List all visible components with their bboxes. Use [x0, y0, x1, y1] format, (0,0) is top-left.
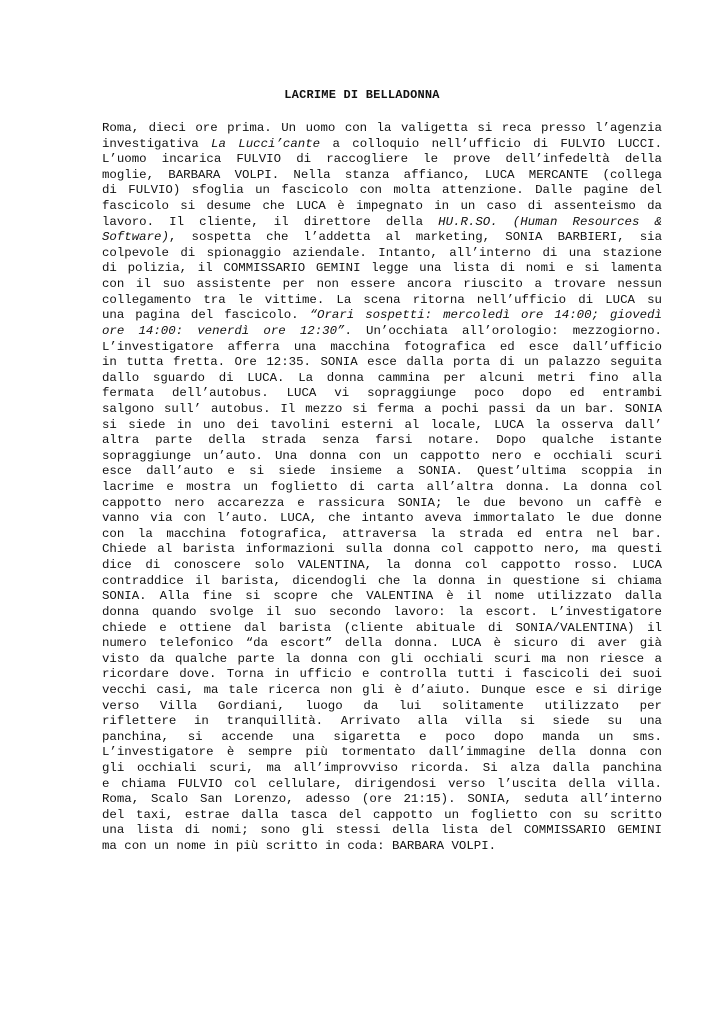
text-run: ricordare dove. Torna in ufficio e controlla tutti i fascicoli dei suoi [102, 667, 662, 682]
italic-text: La Lucci’cante [211, 136, 321, 151]
text-run: investigativa [102, 136, 212, 151]
text-run: una pagina del fascicolo. [102, 308, 310, 323]
text-line [102, 745, 662, 761]
text-run: fermata dell’autobus. LUCA vi sopraggiunge poco dopo ed entrambi [102, 386, 662, 401]
text-run: L’investigatore è sempre più tormentato dall’immagine della donna con [102, 745, 662, 760]
document-body [102, 121, 662, 855]
text-line [102, 792, 662, 808]
text-run: e chiama FULVIO col cellulare, dirigendosi verso l’uscita della villa. [102, 776, 662, 791]
text-run: riflettere in tranquillità. Arrivato alla villa si siede su una [102, 714, 662, 729]
italic-text: ore 14:00: venerdì ore 12:30” [102, 323, 345, 338]
text-run: cappotto nero accarezza e rassicura SONIA; le due bevono un caffè e [102, 495, 662, 510]
italic-text: “Orari sospetti: mercoledì ore 14:00; giovedì [309, 308, 662, 323]
text-run: Roma, dieci ore prima. Un uomo con la valigetta si reca presso l’agenzia [102, 121, 662, 135]
text-run: Chiede al barista informazioni sulla donna col cappotto nero, ma questi [102, 542, 662, 557]
text-line [102, 714, 662, 730]
text-run: . Un’occhiata all’orologio: mezzogiorno. [344, 323, 662, 338]
text-line [102, 542, 662, 558]
text-run: L’uomo incarica FULVIO di raccogliere le prove dell’infedeltà della [102, 152, 662, 167]
text-line [102, 621, 662, 637]
text-line [102, 636, 662, 652]
text-line [102, 574, 662, 590]
text-line [102, 777, 662, 793]
text-line [102, 324, 662, 340]
text-line [102, 277, 662, 293]
text-line [102, 558, 662, 574]
text-run: colpevole di spionaggio aziendale. Intanto, all’interno di una stazione [102, 245, 662, 260]
text-run: collegamento tra le vittime. La scena ritorna nell’ufficio di LUCA su [102, 292, 662, 307]
text-run: vanno via con l’auto. LUCA, che intanto aveva immortalato le due donne [102, 511, 662, 526]
text-run: contraddice il barista, dicendogli che la donna in questione si chiama [102, 573, 662, 588]
text-line [102, 168, 662, 184]
text-line [102, 121, 662, 137]
text-run: fascicolo si desume che LUCA è impegnato in un caso di assenteismo da [102, 199, 662, 214]
text-line [102, 730, 662, 746]
text-line [102, 683, 662, 699]
text-line [102, 496, 662, 512]
document-title: LACRIME DI BELLADONNA [284, 88, 440, 102]
text-run: con il suo assistente per non essere ancora riuscito a trovare nessun [102, 277, 662, 292]
text-run: moglie, BARBARA VOLPI. Nella stanza affianco, LUCA MERCANTE (collega [102, 167, 662, 182]
text-run: numero telefonico “da escort” della donna. LUCA è sicuro di aver già [102, 636, 662, 651]
text-run: salgono sull’ autobus. Il mezzo si ferma a pochi passi da un bar. SONIA [102, 401, 662, 416]
italic-text: HU.R.SO. (Human Resources & [438, 214, 662, 229]
text-line [102, 839, 662, 855]
text-run: chiede e ottiene dal barista (cliente abituale di SONIA/VALENTINA) il [102, 620, 662, 635]
text-line [102, 808, 662, 824]
text-run: si siede in uno dei tavolini esterni al locale, LUCA la osserva dall’ [102, 417, 662, 432]
text-line [102, 823, 662, 839]
text-run: panchina, si accende una sigaretta e poco dopo manda un sms. [102, 729, 662, 744]
text-run: ma con un nome in più scritto in coda: BARBARA VOLPI. [102, 839, 497, 854]
text-line [102, 761, 662, 777]
text-run: esce dall’auto e si siede insieme a SONIA. Quest’ultima scoppia in [102, 464, 662, 479]
text-line [102, 183, 662, 199]
text-run: gli occhiali scuri, ma all’improvviso ricorda. Si alza dalla panchina [102, 760, 662, 775]
text-run: dallo sguardo di LUCA. La donna cammina per alcuni metri fino alla [102, 370, 662, 385]
text-line [102, 667, 662, 683]
text-line [102, 402, 662, 418]
text-line [102, 418, 662, 434]
text-line [102, 464, 662, 480]
text-run: , sospetta che l’addetta al marketing, SONIA BARBIERI, sia [168, 230, 662, 245]
text-line [102, 605, 662, 621]
text-line [102, 308, 662, 324]
text-line [102, 199, 662, 215]
text-run: di polizia, il COMMISSARIO GEMINI legge una lista di nomi e si lamenta [102, 261, 662, 276]
text-line [102, 261, 662, 277]
text-line [102, 652, 662, 668]
text-line [102, 527, 662, 543]
text-run: verso Villa Gordiani, luogo da lui solitamente utilizzato per [102, 698, 662, 713]
text-run: visto da qualche parte la donna con gli occhiali scuri ma non riesce a [102, 651, 662, 666]
text-line [102, 589, 662, 605]
text-run: sopraggiunge un’auto. Una donna con un cappotto nero e occhiali scuri [102, 448, 662, 463]
text-run: lacrime e mostra un foglietto di carta all’altra donna. La donna col [102, 480, 662, 495]
text-run: con la macchina fotografica, attraversa la strada ed entra nel bar. [102, 526, 662, 541]
text-line [102, 230, 662, 246]
text-run: Roma, Scalo San Lorenzo, adesso (ore 21:15). SONIA, seduta all’interno [102, 792, 662, 807]
text-line [102, 511, 662, 527]
text-line [102, 449, 662, 465]
text-line [102, 246, 662, 262]
text-run: vecchi casi, ma tale ricerca non gli è d’aiuto. Dunque esce e si dirige [102, 682, 662, 697]
text-run: altra parte della strada senza farsi notare. Dopo qualche istante [102, 433, 662, 448]
text-run: una lista di nomi; sono gli stessi della lista del COMMISSARIO GEMINI [102, 823, 662, 838]
text-line [102, 152, 662, 168]
text-run: dice di conoscere solo VALENTINA, la donna col cappotto rosso. LUCA [102, 558, 662, 573]
text-run: in tutta fretta. Ore 12:35. SONIA esce dalla porta di un palazzo seguita [102, 355, 662, 370]
text-line [102, 433, 662, 449]
text-run: a colloquio nell’ufficio di FULVIO LUCCI. [320, 136, 663, 151]
text-line [102, 340, 662, 356]
text-run: di FULVIO) sfoglia un fascicolo con molta attenzione. Dalle pagine del [102, 183, 662, 198]
text-line [102, 215, 662, 231]
text-run: del taxi, estrae dalla tasca del cappotto un foglietto con su scritto [102, 807, 662, 822]
text-line [102, 699, 662, 715]
text-line [102, 386, 662, 402]
text-run: SONIA. Alla fine si scopre che VALENTINA è il nome utilizzato dalla [102, 589, 662, 604]
text-run: donna quando svolge il suo secondo lavoro: la escort. L’investigatore [102, 604, 662, 619]
text-line [102, 293, 662, 309]
text-run: L’investigatore afferra una macchina fotografica ed esce dall’ufficio [102, 339, 662, 354]
text-line [102, 480, 662, 496]
italic-text: Software) [102, 230, 169, 245]
text-line [102, 355, 662, 371]
text-run: lavoro. Il cliente, il direttore della [102, 214, 439, 229]
text-line [102, 137, 662, 153]
text-line [102, 371, 662, 387]
